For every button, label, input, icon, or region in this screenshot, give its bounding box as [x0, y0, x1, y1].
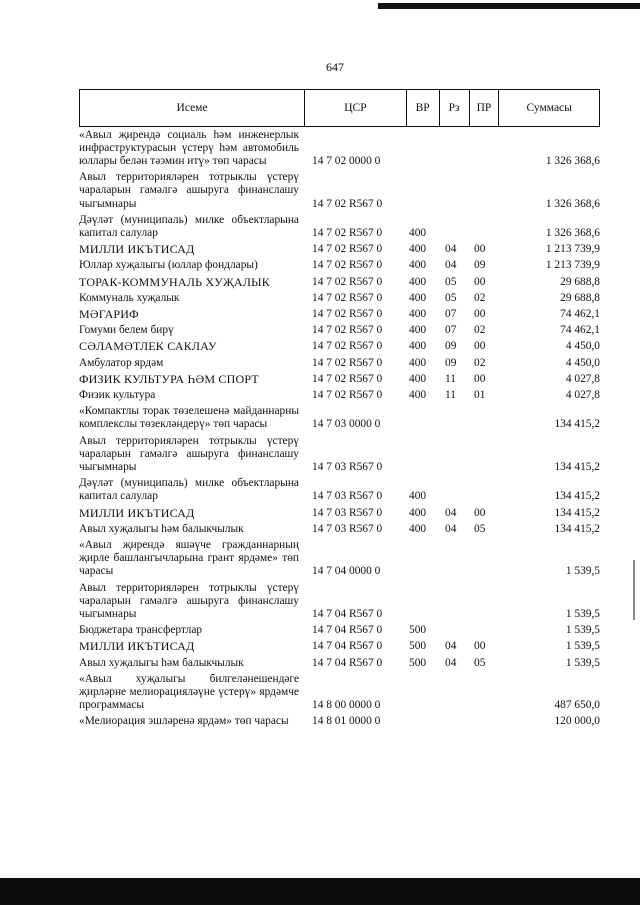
table-row	[79, 212, 600, 241]
cell-name: Авыл территорияләрен тотрыклы үстерү чараларын гамәлгә ашыруга финанслашу чыгымнары	[79, 434, 299, 473]
cell-sum: 1 539,5	[565, 565, 600, 578]
cell-vr: 400	[409, 388, 427, 401]
cell-name: «Авыл җирендә яшәүче гражданнарның җирле башлангычларына грант ярдәме» төп чарасы	[79, 538, 299, 578]
cell-sum: 1 326 368,6	[545, 197, 600, 210]
cell-name: Авыл территорияләрен тотрыклы үстерү чараларын гамәлгә ашыруга финанслашу чыгымнары	[79, 581, 299, 620]
cell-vr: 400	[409, 307, 427, 320]
cell-name: МӘГАРИФ	[79, 306, 139, 321]
cell-sum: 1 326 368,6	[545, 154, 600, 167]
cell-csr: 14 7 02 R567 0	[312, 291, 383, 304]
cell-sum: 4 027,8	[565, 388, 600, 401]
cell-csr: 14 7 03 R567 0	[312, 490, 383, 503]
cell-vr: 400	[409, 243, 427, 256]
cell-sum: 74 462,1	[560, 307, 600, 320]
cell-sum: 134 415,2	[554, 522, 600, 535]
cell-sum: 4 450,0	[565, 340, 600, 353]
cell-name: Бюджетара трансфертлар	[79, 624, 203, 637]
cell-vr: 500	[409, 640, 427, 653]
cell-sum: 120 000,0	[554, 715, 600, 728]
table-row	[79, 433, 600, 476]
scan-edge-bottom	[0, 878, 640, 905]
cell-csr: 14 7 04 R567 0	[312, 640, 383, 653]
cell-csr: 14 7 04 0000 0	[312, 565, 381, 578]
cell-vr: 400	[409, 372, 427, 385]
table-row	[79, 355, 600, 371]
cell-pr: 02	[474, 291, 486, 304]
cell-csr: 14 7 02 R567 0	[312, 307, 383, 320]
cell-sum: 134 415,2	[554, 460, 600, 473]
cell-name: Коммуналь хуҗалык	[79, 291, 180, 304]
cell-name: Амбулатор ярдәм	[79, 356, 164, 369]
cell-sum: 1 326 368,6	[545, 226, 600, 239]
cell-pr: 01	[474, 388, 486, 401]
cell-name: «Мелиорация эшләренә ярдәм» төп чарасы	[79, 715, 289, 728]
table-row	[79, 521, 600, 537]
cell-vr: 400	[409, 490, 427, 503]
header-csr: ЦСР	[305, 90, 407, 126]
cell-vr: 400	[409, 226, 427, 239]
cell-rz: 04	[445, 506, 457, 519]
table-row	[79, 505, 600, 521]
cell-sum: 487 650,0	[554, 699, 600, 712]
cell-csr: 14 8 01 0000 0	[312, 715, 381, 728]
table-row	[79, 258, 600, 274]
cell-sum: 29 688,8	[560, 291, 600, 304]
header-rz: Рз	[440, 90, 470, 126]
cell-name: Дәүләт (муниципаль) милке объектларына капитал салулар	[79, 213, 299, 239]
cell-pr: 00	[474, 506, 486, 519]
table-row	[79, 242, 600, 258]
cell-name: ТОРАК-КОММУНАЛЬ ХУҖАЛЫК	[79, 274, 270, 289]
table-row	[79, 339, 600, 355]
cell-csr: 14 8 00 0000 0	[312, 699, 381, 712]
table-row	[79, 714, 600, 730]
cell-rz: 11	[445, 388, 456, 401]
cell-name: «Компактлы торак төзелешенә майданнарны комплекслы төзекләндерү» төп чарасы	[79, 405, 299, 431]
cell-rz: 09	[445, 356, 457, 369]
cell-rz: 04	[445, 640, 457, 653]
cell-pr: 00	[474, 372, 486, 385]
scan-edge-top	[378, 3, 640, 9]
table-row	[79, 537, 600, 580]
table-body	[79, 127, 600, 730]
cell-vr: 400	[409, 324, 427, 337]
cell-rz: 04	[445, 522, 457, 535]
cell-csr: 14 7 03 R567 0	[312, 506, 383, 519]
cell-pr: 05	[474, 522, 486, 535]
cell-name: МИЛЛИ ИКЪТИСАД	[79, 505, 195, 520]
cell-name: «Авыл хуҗалыгы билгеләнешендәге җирләрне мелиорацияләүне үстерү» ярдәмче программасы	[79, 672, 299, 712]
cell-rz: 04	[445, 656, 457, 669]
cell-name: МИЛЛИ ИКЪТИСАД	[79, 242, 195, 257]
cell-sum: 29 688,8	[560, 275, 600, 288]
cell-pr: 00	[474, 340, 486, 353]
cell-csr: 14 7 02 R567 0	[312, 372, 383, 385]
cell-vr: 400	[409, 356, 427, 369]
table-row	[79, 274, 600, 290]
cell-vr: 400	[409, 506, 427, 519]
cell-vr: 400	[409, 291, 427, 304]
cell-csr: 14 7 02 R567 0	[312, 243, 383, 256]
cell-rz: 07	[445, 324, 457, 337]
cell-vr: 500	[409, 656, 427, 669]
cell-csr: 14 7 04 R567 0	[312, 656, 383, 669]
cell-csr: 14 7 03 0000 0	[312, 418, 381, 431]
table-row	[79, 127, 600, 170]
cell-name: Авыл хуҗалыгы һәм балыкчылык	[79, 656, 244, 669]
cell-sum: 74 462,1	[560, 324, 600, 337]
scan-edge-right	[633, 560, 635, 620]
table-row	[79, 387, 600, 403]
cell-csr: 14 7 02 R567 0	[312, 226, 383, 239]
cell-rz: 09	[445, 340, 457, 353]
cell-csr: 14 7 02 R567 0	[312, 340, 383, 353]
table-row	[79, 639, 600, 655]
table-row	[79, 290, 600, 306]
cell-rz: 04	[445, 243, 457, 256]
header-sum: Суммасы	[526, 102, 572, 114]
cell-name: Физик культура	[79, 388, 156, 401]
cell-pr: 05	[474, 656, 486, 669]
cell-csr: 14 7 02 R567 0	[312, 388, 383, 401]
table-row	[79, 671, 600, 714]
cell-rz: 07	[445, 307, 457, 320]
table-row	[79, 170, 600, 213]
cell-sum: 4 027,8	[565, 372, 600, 385]
table-row	[79, 371, 600, 387]
cell-csr: 14 7 02 R567 0	[312, 324, 383, 337]
cell-rz: 05	[445, 275, 457, 288]
cell-csr: 14 7 03 R567 0	[312, 522, 383, 535]
cell-sum: 134 415,2	[554, 418, 600, 431]
table-row	[79, 476, 600, 505]
cell-name: «Авыл җирендә социаль һәм инженерлык инфраструктурасын үстерү һәм автомобиль юллары белән тәэмин итү» төп чарасы	[79, 128, 299, 167]
cell-name: Юллар хуҗалыгы (юллар фондлары)	[79, 259, 258, 272]
cell-pr: 00	[474, 640, 486, 653]
cell-name: Авыл территорияләрен тотрыклы үстерү чараларын гамәлгә ашыруга финанслашу чыгымнары	[79, 171, 299, 210]
table-row	[79, 655, 600, 671]
cell-csr: 14 7 02 R567 0	[312, 275, 383, 288]
cell-vr: 400	[409, 522, 427, 535]
cell-pr: 02	[474, 324, 486, 337]
budget-table	[79, 89, 600, 730]
cell-pr: 02	[474, 356, 486, 369]
table-row	[79, 623, 600, 639]
cell-sum: 134 415,2	[554, 506, 600, 519]
cell-sum: 1 213 739,9	[545, 243, 600, 256]
cell-name: ФИЗИК КУЛЬТУРА ҺӘМ СПОРТ	[79, 371, 259, 386]
cell-csr: 14 7 04 R567 0	[312, 624, 383, 637]
cell-pr: 00	[474, 307, 486, 320]
header-name: Исеме	[80, 90, 305, 126]
cell-name: Гомуми белем бирү	[79, 324, 174, 337]
cell-sum: 1 539,5	[565, 624, 600, 637]
cell-name: Авыл хуҗалыгы һәм балыкчылык	[79, 522, 244, 535]
cell-sum: 134 415,2	[554, 490, 600, 503]
page-number: 647	[326, 60, 344, 74]
cell-csr: 14 7 04 R567 0	[312, 608, 383, 620]
cell-pr: 00	[474, 275, 486, 288]
table-row	[79, 306, 600, 322]
cell-vr: 500	[409, 624, 427, 637]
cell-rz: 05	[445, 291, 457, 304]
table-header	[79, 89, 600, 127]
header-pr: ПР	[470, 90, 500, 126]
cell-name: Дәүләт (муниципаль) милке объектларына капитал салулар	[79, 477, 299, 503]
cell-csr: 14 7 02 R567 0	[312, 356, 383, 369]
table-row	[79, 580, 600, 623]
cell-vr: 400	[409, 275, 427, 288]
cell-name: СӘЛАМӘТЛЕК САКЛАУ	[79, 339, 217, 354]
cell-sum: 1 539,5	[565, 656, 600, 669]
cell-csr: 14 7 02 0000 0	[312, 154, 381, 167]
cell-pr: 00	[474, 243, 486, 256]
cell-csr: 14 7 02 R567 0	[312, 259, 383, 272]
cell-pr: 09	[474, 259, 486, 272]
cell-sum: 1 213 739,9	[545, 259, 600, 272]
cell-sum: 1 539,5	[565, 608, 600, 620]
cell-sum: 1 539,5	[565, 640, 600, 653]
cell-rz: 04	[445, 259, 457, 272]
cell-vr: 400	[409, 259, 427, 272]
cell-name: МИЛЛИ ИКЪТИСАД	[79, 639, 195, 654]
cell-vr: 400	[409, 340, 427, 353]
table-row	[79, 323, 600, 339]
table-row	[79, 404, 600, 433]
cell-rz: 11	[445, 372, 456, 385]
header-vr: ВР	[407, 90, 440, 126]
cell-csr: 14 7 02 R567 0	[312, 197, 383, 210]
cell-sum: 4 450,0	[565, 356, 600, 369]
cell-csr: 14 7 03 R567 0	[312, 460, 383, 473]
